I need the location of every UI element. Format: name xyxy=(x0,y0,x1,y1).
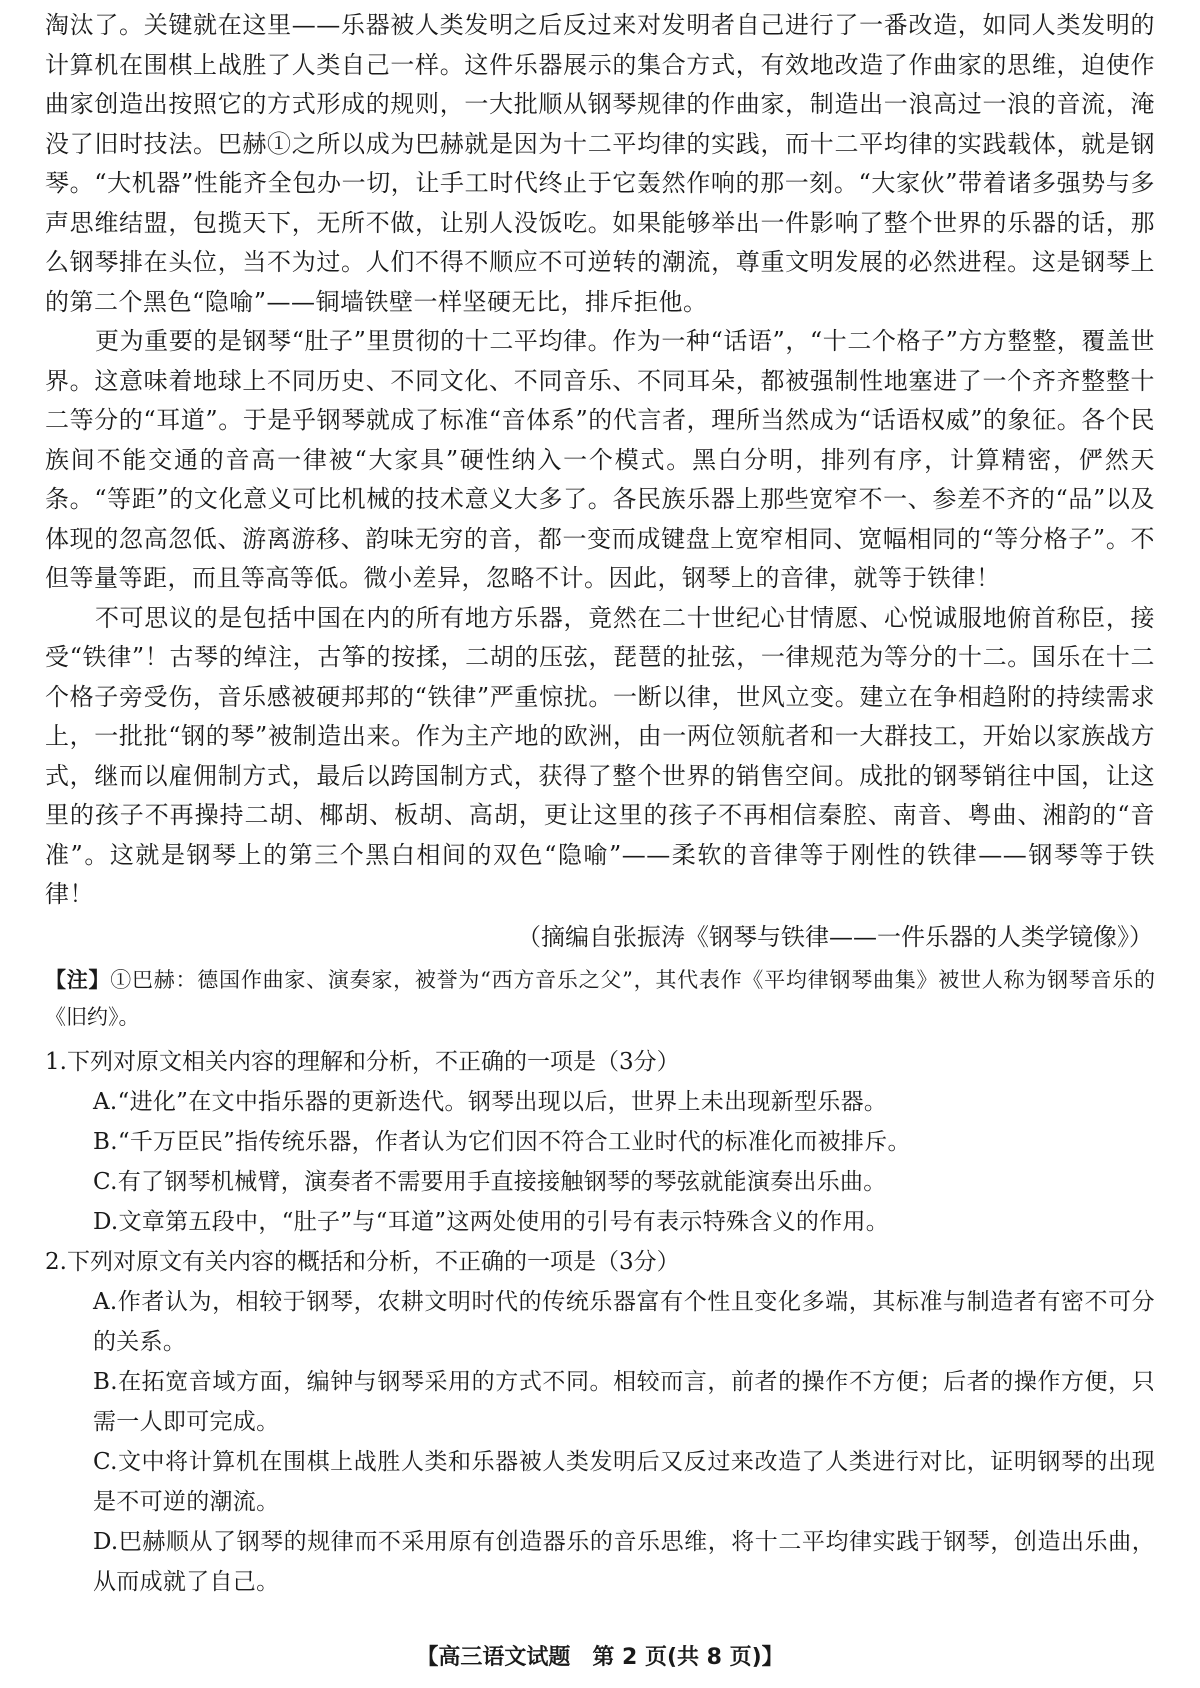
footnote-tag: 【注】 xyxy=(45,966,111,992)
body-paragraph-2: 更为重要的是钢琴“肚子”里贯彻的十二平均律。作为一种“话语”，“十二个格子”方方整整，覆盖世界。这意味着地球上不同历史、不同文化、不同音乐、不同耳朵，都被强制性地塞进了一个齐齐整整十二等分的“耳道”。于是乎钢琴就成了标准“音体系”的代言者，理所当然成为“话语权威”的象征。各个民族间不能交通的音高一律被“大家具”硬性纳入一个模式。黑白分明，排列有序，计算精密，俨然天条。“等距”的文化意义可比机械的技术意义大多了。各民族乐器上那些宽窄不一、参差不齐的“品”以及体现的忽高忽低、游离游移、韵味无穷的音，都一变而成键盘上宽窄相同、宽幅相同的“等分格子”。不但等量等距，而且等高等低。微小差异，忽略不计。因此，钢琴上的音律，就等于铁律！ xyxy=(45,327,1155,592)
question-1-option-a: A.“进化”在文中指乐器的更新迭代。钢琴出现以后，世界上未出现新型乐器。 xyxy=(93,1088,888,1115)
question-2-option-d: D.巴赫顺从了钢琴的规律而不采用原有创造器乐的音乐思维，将十二平均律实践于钢琴，创造出乐曲，从而成就了自己。 xyxy=(93,1528,1155,1595)
exam-page xyxy=(45,6,1155,1602)
question-1-option-b: B.“千万臣民”指传统乐器，作者认为它们因不符合工业时代的标准化而被排斥。 xyxy=(93,1128,911,1155)
source-citation: （摘编自张振涛《钢琴与铁律——一件乐器的人类学镜像》） xyxy=(517,922,1153,951)
body-paragraph-1: 淘汰了。关键就在这里——乐器被人类发明之后反过来对发明者自己进行了一番改造，如同人类发明的计算机在围棋上战胜了人类自己一样。这件乐器展示的集合方式，有效地改造了作曲家的思维，迫使作曲家创造出按照它的方式形成的规则，一大批顺从钢琴规律的作曲家，制造出一浪高过一浪的音流，淹没了旧时技法。巴赫①之所以成为巴赫就是因为十二平均律的实践，而十二平均律的实践载体，就是钢琴。“大机器”性能齐全包办一切，让手工时代终止于它轰然作响的那一刻。“大家伙”带着诸多强势与多声思维结盟，包揽天下，无所不做，让别人没饭吃。如果能够举出一件影响了整个世界的乐器的话，那么钢琴排在头位，当不为过。人们不得不顺应不可逆转的潮流，尊重文明发展的必然进程。这是钢琴上的第二个黑色“隐喻”——铜墙铁壁一样坚硬无比，排斥拒他。 xyxy=(45,11,1155,316)
question-2-option-b: B.在拓宽音域方面，编钟与钢琴采用的方式不同。相较而言，前者的操作不方便；后者的操作方便，只需一人即可完成。 xyxy=(93,1368,1155,1435)
body-paragraph-3: 不可思议的是包括中国在内的所有地方乐器，竟然在二十世纪心甘情愿、心悦诚服地俯首称臣，接受“铁律”！古琴的绰注，古筝的按揉，二胡的压弦，琵琶的扯弦，一律规范为等分的十二。国乐在十二个格子旁受伤，音乐感被硬邦邦的“铁律”严重惊扰。一断以律，世风立变。建立在争相趋附的持续需求上，一批批“钢的琴”被制造出来。作为主产地的欧洲，由一两位领航者和一大群技工，开始以家族战方式，继而以雇佣制方式，最后以跨国制方式，获得了整个世界的销售空间。成批的钢琴销往中国，让这里的孩子不再操持二胡、椰胡、板胡、高胡，更让这里的孩子不再相信秦腔、南音、粤曲、湘韵的“音准”。这就是钢琴上的第三个黑白相间的双色“隐喻”——柔软的音律等于刚性的铁律——钢琴等于铁律！ xyxy=(45,603,1155,908)
footnote-text: ①巴赫：德国作曲家、演奏家，被誉为“西方音乐之父”，其代表作《平均律钢琴曲集》被世人称为钢琴音乐的《旧约》。 xyxy=(45,967,1156,1029)
page-footer: 【高三语文试题 第 2 页(共 8 页)】 xyxy=(416,1645,784,1670)
question-1-option-d: D.文章第五段中，“肚子”与“耳道”这两处使用的引号有表示特殊含义的作用。 xyxy=(93,1208,890,1235)
question-2-option-a: A.作者认为，相较于钢琴，农耕文明时代的传统乐器富有个性且变化多端，其标准与制造者有密不可分的关系。 xyxy=(93,1288,1155,1355)
question-1-option-c: C.有了钢琴机械臂，演奏者不需要用手直接接触钢琴的琴弦就能演奏出乐曲。 xyxy=(93,1168,887,1195)
question-1 xyxy=(45,1042,1155,1242)
question-2 xyxy=(45,1242,1155,1602)
footnote xyxy=(45,961,1155,1036)
question-1-stem: 1.下列对原文相关内容的理解和分析，不正确的一项是（3分） xyxy=(45,1048,680,1075)
question-2-option-c: C.文中将计算机在围棋上战胜人类和乐器被人类发明后又反过来改造了人类进行对比，证明钢琴的出现是不可逆的潮流。 xyxy=(93,1448,1155,1515)
question-2-stem: 2.下列对原文有关内容的概括和分析，不正确的一项是（3分） xyxy=(45,1248,680,1275)
